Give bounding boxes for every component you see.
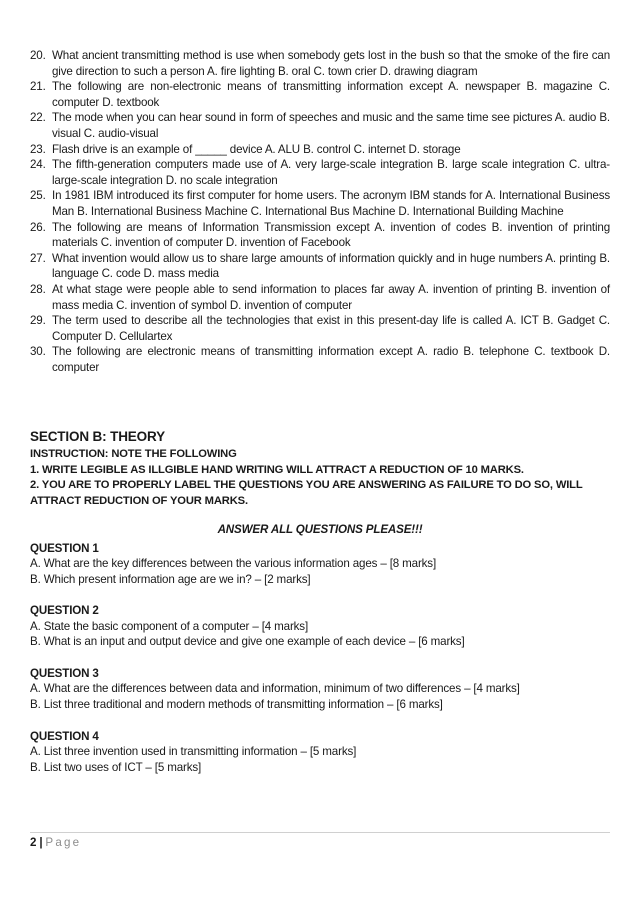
question-number: 25.	[30, 189, 46, 203]
instruction-2: 2. YOU ARE TO PROPERLY LABEL THE QUESTIONS YOU ARE ANSWERING AS FAILURE TO DO SO, WILL ATTRACT REDUCTION OF YOUR MARKS.	[30, 479, 583, 507]
list-item	[30, 220, 610, 251]
question-number: 26.	[30, 220, 46, 234]
question-number: 28.	[30, 282, 46, 296]
question-block-4	[30, 729, 610, 776]
question-number: 30.	[30, 345, 46, 359]
list-item	[30, 282, 610, 313]
question-block-2	[30, 603, 610, 650]
question-title: QUESTION 3	[30, 666, 99, 680]
question-text: The following are means of Information Transmission except A. invention of codes B. invention of printing materials C. invention of computer D. invention of Facebook	[52, 220, 610, 250]
page-footer	[30, 835, 81, 851]
list-item	[30, 48, 610, 79]
question-number: 22.	[30, 111, 46, 125]
question-number: 24.	[30, 158, 46, 172]
list-item	[30, 313, 610, 344]
question-text: What invention would allow us to share large amounts of information quickly and in huge numbers A. printing B. language C. code D. mass media	[52, 251, 610, 281]
question-part-b: B. What is an input and output device and give one example of each device – [6 marks]	[30, 635, 465, 649]
question-title: QUESTION 2	[30, 604, 99, 618]
question-text: In 1981 IBM introduced its first computer for home users. The acronym IBM stands for A. International Business Man B. International Business Machine C. International Bus Machine D. International Building Machine	[52, 189, 610, 218]
page-number: 2	[30, 836, 37, 849]
question-number: 23.	[30, 142, 46, 156]
question-text: The following are non-electronic means of transmitting information except A. newspaper B. magazine C. computer D. textbook	[52, 80, 610, 109]
question-text: What ancient transmitting method is use when somebody gets lost in the bush so that the smoke of the fire can give direction to such a person A. fire lighting B. oral C. town crier D. drawing diagram	[52, 49, 610, 78]
answer-all-note: ANSWER ALL QUESTIONS PLEASE!!!	[217, 523, 423, 536]
question-text: The term used to describe all the technologies that exist in this present-day life is called A. ICT B. Gadget C. Computer D. Cellulartex	[52, 314, 610, 343]
question-part-b: B. List two uses of ICT – [5 marks]	[30, 760, 202, 774]
question-title: QUESTION 1	[30, 541, 99, 555]
objective-questions-list	[30, 48, 610, 375]
question-text: Flash drive is an example of _____ device A. ALU B. control C. internet D. storage	[52, 142, 461, 156]
list-item	[30, 188, 610, 219]
question-part-a: A. List three invention used in transmitting information – [5 marks]	[30, 745, 357, 759]
theory-section	[30, 428, 610, 791]
instruction-1: 1. WRITE LEGIBLE AS ILLGIBLE HAND WRITING WILL ATTRACT A REDUCTION OF 10 MARKS.	[30, 463, 524, 476]
section-title: SECTION B: THEORY	[30, 429, 165, 444]
list-item	[30, 110, 610, 141]
question-title: QUESTION 4	[30, 729, 99, 743]
question-text: The fifth-generation computers made use of A. very large-scale integration B. large scale integration C. ultra-large-scale integration D. no scale integration	[52, 158, 610, 187]
list-item	[30, 79, 610, 110]
question-block-3	[30, 666, 610, 713]
question-text: The following are electronic means of transmitting information except A. radio B. telephone C. textbook D. computer	[52, 345, 610, 374]
instruction-heading: INSTRUCTION: NOTE THE FOLLOWING	[30, 448, 237, 460]
question-number: 20.	[30, 49, 46, 62]
list-item	[30, 142, 610, 158]
question-part-b: B. List three traditional and modern methods of transmitting information – [6 marks]	[30, 697, 443, 711]
question-text: The mode when you can hear sound in form of speeches and music and the same time see pictures A. audio B. visual C. audio-visual	[52, 111, 610, 140]
question-part-a: A. What are the differences between data and information, minimum of two differences – [4 marks]	[30, 682, 520, 696]
list-item	[30, 251, 610, 282]
question-text: At what stage were people able to send information to places far away A. invention of printing B. invention of mass media C. invention of symbol D. invention of computer	[52, 282, 610, 312]
footer-separator: |	[39, 836, 43, 849]
question-number: 21.	[30, 80, 46, 94]
list-item	[30, 344, 610, 375]
question-part-a: A. State the basic component of a computer – [4 marks]	[30, 619, 309, 633]
question-part-b: B. Which present information age are we in? – [2 marks]	[30, 572, 311, 586]
question-block-1	[30, 541, 610, 588]
page-label: Page	[45, 836, 82, 849]
list-item	[30, 157, 610, 188]
question-number: 29.	[30, 314, 46, 328]
question-part-a: A. What are the key differences between the various information ages – [8 marks]	[30, 557, 437, 570]
question-number: 27.	[30, 251, 46, 265]
footer-divider	[30, 832, 610, 833]
